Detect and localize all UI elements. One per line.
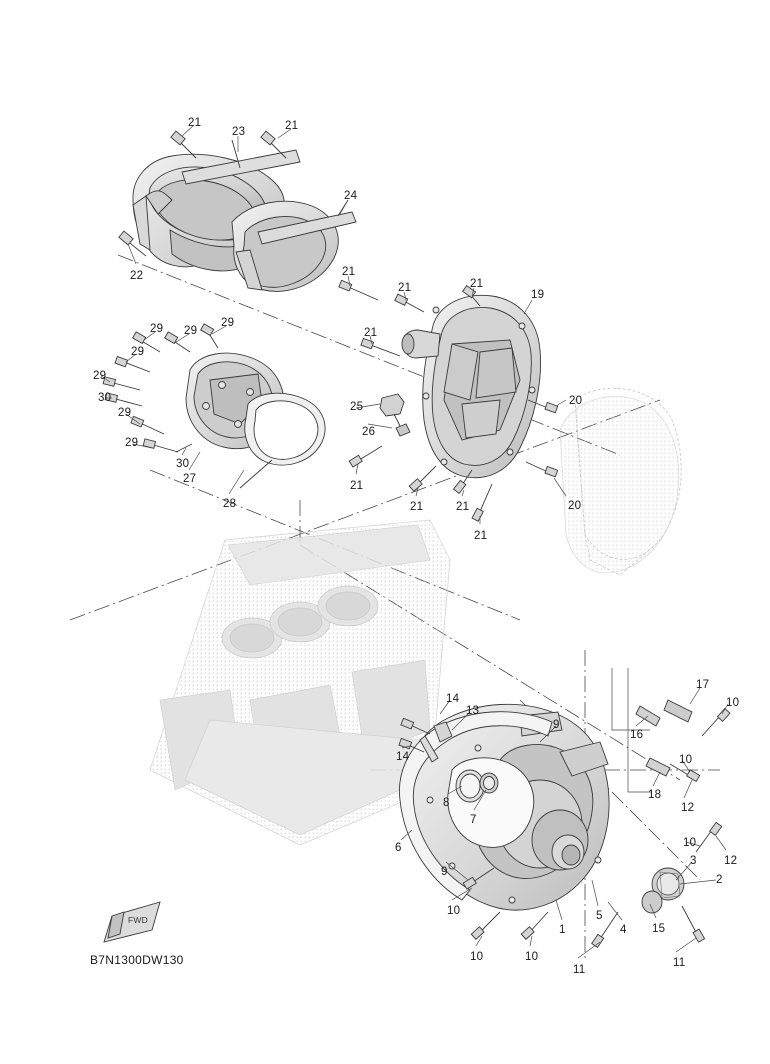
callout-number: 4 — [620, 924, 627, 936]
callout-number: 30 — [176, 458, 190, 470]
callout-number: 29 — [125, 437, 139, 449]
callout-number: 21 — [285, 120, 299, 132]
callout-number: 3 — [690, 855, 697, 867]
callout-number: 14 — [396, 751, 410, 763]
callout-number: 21 — [410, 501, 424, 513]
callout-number: 12 — [681, 802, 695, 814]
callout-number: 1 — [559, 924, 566, 936]
callout-number: 10 — [679, 754, 693, 766]
part-code: B7N1300DW130 — [90, 953, 184, 967]
callout-number: 11 — [573, 964, 586, 976]
callout-number: 29 — [221, 317, 235, 329]
callout-number: 17 — [696, 679, 710, 691]
callout-number: 25 — [350, 401, 364, 413]
callout-number: 21 — [398, 282, 412, 294]
callout-number: 27 — [183, 473, 197, 485]
callout-number: 21 — [188, 117, 202, 129]
callout-number: 8 — [443, 797, 450, 809]
callout-number: 21 — [474, 530, 488, 542]
callout-number: 10 — [726, 697, 740, 709]
callout-number: 18 — [648, 789, 662, 801]
callout-number: 29 — [93, 370, 107, 382]
callout-number: 21 — [470, 278, 484, 290]
callout-number: 30 — [98, 392, 112, 404]
callout-number: 15 — [652, 923, 666, 935]
callout-number: 21 — [456, 501, 470, 513]
callout-number: 23 — [232, 126, 246, 138]
callout-number: 21 — [364, 327, 378, 339]
callout-number: 7 — [470, 814, 477, 826]
callout-number: 22 — [130, 270, 144, 282]
callout-number: 10 — [470, 951, 484, 963]
callout-number: 21 — [350, 480, 364, 492]
callout-number: 11 — [673, 957, 686, 969]
callout-number: 6 — [395, 842, 402, 854]
callout-number: 20 — [568, 500, 582, 512]
callout-number: 29 — [150, 323, 164, 335]
callout-number: 10 — [525, 951, 539, 963]
callout-number: 21 — [342, 266, 356, 278]
callout-number: 5 — [596, 910, 603, 922]
callout-number: 20 — [569, 395, 583, 407]
callout-number: 29 — [184, 325, 198, 337]
callout-number: 13 — [466, 705, 480, 717]
callout-number: 16 — [630, 729, 644, 741]
callout-number: 29 — [118, 407, 132, 419]
callout-number: 24 — [344, 190, 358, 202]
callout-number: 9 — [441, 866, 448, 878]
callout-number: 9 — [553, 719, 560, 731]
callout-number: 12 — [724, 855, 738, 867]
callout-number: 28 — [223, 498, 237, 510]
callout-number: 29 — [131, 346, 145, 358]
callout-number: 2 — [716, 874, 723, 886]
callout-number: 19 — [531, 289, 545, 301]
callout-number: 14 — [446, 693, 460, 705]
callout-number: 26 — [362, 426, 376, 438]
fwd-label: FWD — [128, 915, 148, 925]
callout-number: 10 — [683, 837, 697, 849]
callout-number: 10 — [447, 905, 461, 917]
